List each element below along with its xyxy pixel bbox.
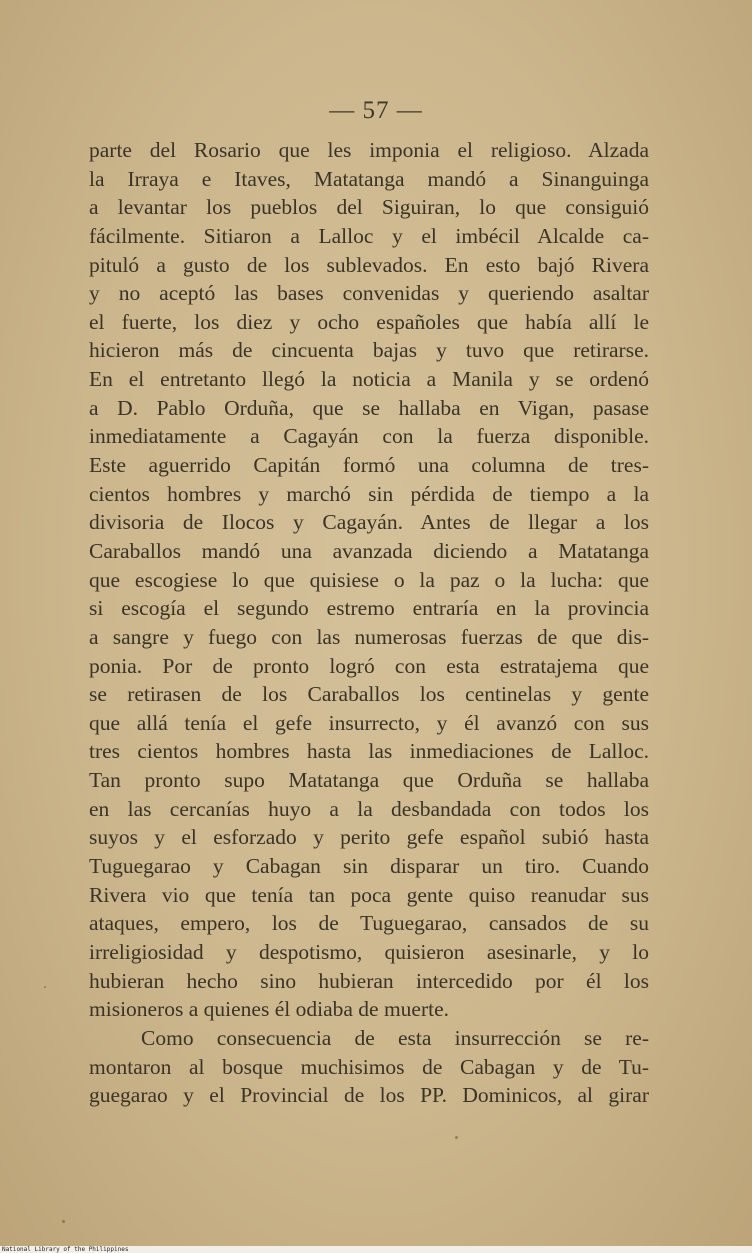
text-line: y no aceptó las bases convenidas y queriendo asaltar bbox=[89, 281, 649, 306]
text-line: a levantar los pueblos del Siguiran, lo que consiguió bbox=[89, 195, 649, 220]
text-line: montaron al bosque muchisimos de Cabagan y de Tu- bbox=[89, 1054, 649, 1079]
text-line: a sangre y fuego con las numerosas fuerzas de que dis- bbox=[89, 624, 649, 649]
text-line: divisoria de Ilocos y Cagayán. Antes de llegar a los bbox=[89, 510, 649, 535]
library-footer: National Library of the Philippines bbox=[0, 1246, 752, 1253]
text-line: tres cientos hombres hasta las inmediaciones de Lalloc. bbox=[89, 739, 649, 764]
text-line: si escogía el segundo estremo entraría en la provincia bbox=[89, 596, 649, 621]
text-line: inmediatamente a Cagayán con la fuerza disponible. bbox=[89, 424, 649, 449]
text-line: que allá tenía el gefe insurrecto, y él avanzó con sus bbox=[89, 710, 649, 735]
text-line: en las cercanías huyo a la desbandada con todos los bbox=[89, 796, 649, 821]
body-text bbox=[89, 136, 649, 1110]
text-line: Este aguerrido Capitán formó una columna de tres- bbox=[89, 453, 649, 478]
text-line: Rivera vio que tenía tan poca gente quiso reanudar sus bbox=[89, 882, 649, 907]
text-line: cientos hombres y marchó sin pérdida de tiempo a la bbox=[89, 481, 649, 506]
text-line: el fuerte, los diez y ocho españoles que había allí le bbox=[89, 309, 649, 334]
text-line: suyos y el esforzado y perito gefe español subió hasta bbox=[89, 825, 649, 850]
text-line: Tan pronto supo Matatanga que Orduña se hallaba bbox=[89, 768, 649, 793]
paper-speck bbox=[62, 1220, 65, 1223]
paper-speck bbox=[44, 986, 46, 988]
text-line: fácilmente. Sitiaron a Lalloc y el imbécil Alcalde ca- bbox=[89, 223, 649, 248]
text-line: guegarao y el Provincial de los PP. Dominicos, al girar bbox=[89, 1083, 649, 1108]
text-line: la Irraya e Itaves, Matatanga mandó a Sinanguinga bbox=[89, 166, 649, 191]
paper-speck bbox=[455, 1136, 458, 1139]
text-line: irreligiosidad y despotismo, quisieron asesinarle, y lo bbox=[89, 939, 649, 964]
text-line: hicieron más de cincuenta bajas y tuvo que retirarse. bbox=[89, 338, 649, 363]
text-line: Caraballos mandó una avanzada diciendo a Matatanga bbox=[89, 538, 649, 563]
text-line: misioneros a quienes él odiaba de muerte. bbox=[89, 997, 450, 1022]
text-line: se retirasen de los Caraballos los centinelas y gente bbox=[89, 682, 649, 707]
text-line: Como consecuencia de esta insurrección se re- bbox=[141, 1025, 649, 1050]
text-line: hubieran hecho sino hubieran intercedido por él los bbox=[89, 968, 649, 993]
text-line: a D. Pablo Orduña, que se hallaba en Vigan, pasase bbox=[89, 395, 649, 420]
text-line: ponia. Por de pronto logró con esta estratajema que bbox=[89, 653, 649, 678]
text-line: Tuguegarao y Cabagan sin disparar un tiro. Cuando bbox=[89, 854, 649, 879]
text-line: que escogiese lo que quisiese o la paz o la lucha: que bbox=[89, 567, 649, 592]
text-line: ataques, empero, los de Tuguegarao, cansados de su bbox=[89, 911, 649, 936]
text-line: pituló a gusto de los sublevados. En esto bajó Rivera bbox=[89, 252, 649, 277]
page-number: — 57 — bbox=[329, 97, 423, 124]
text-line: parte del Rosario que les imponia el religioso. Alzada bbox=[89, 138, 649, 162]
text-line: En el entretanto llegó la noticia a Manila y se ordenó bbox=[89, 367, 649, 392]
